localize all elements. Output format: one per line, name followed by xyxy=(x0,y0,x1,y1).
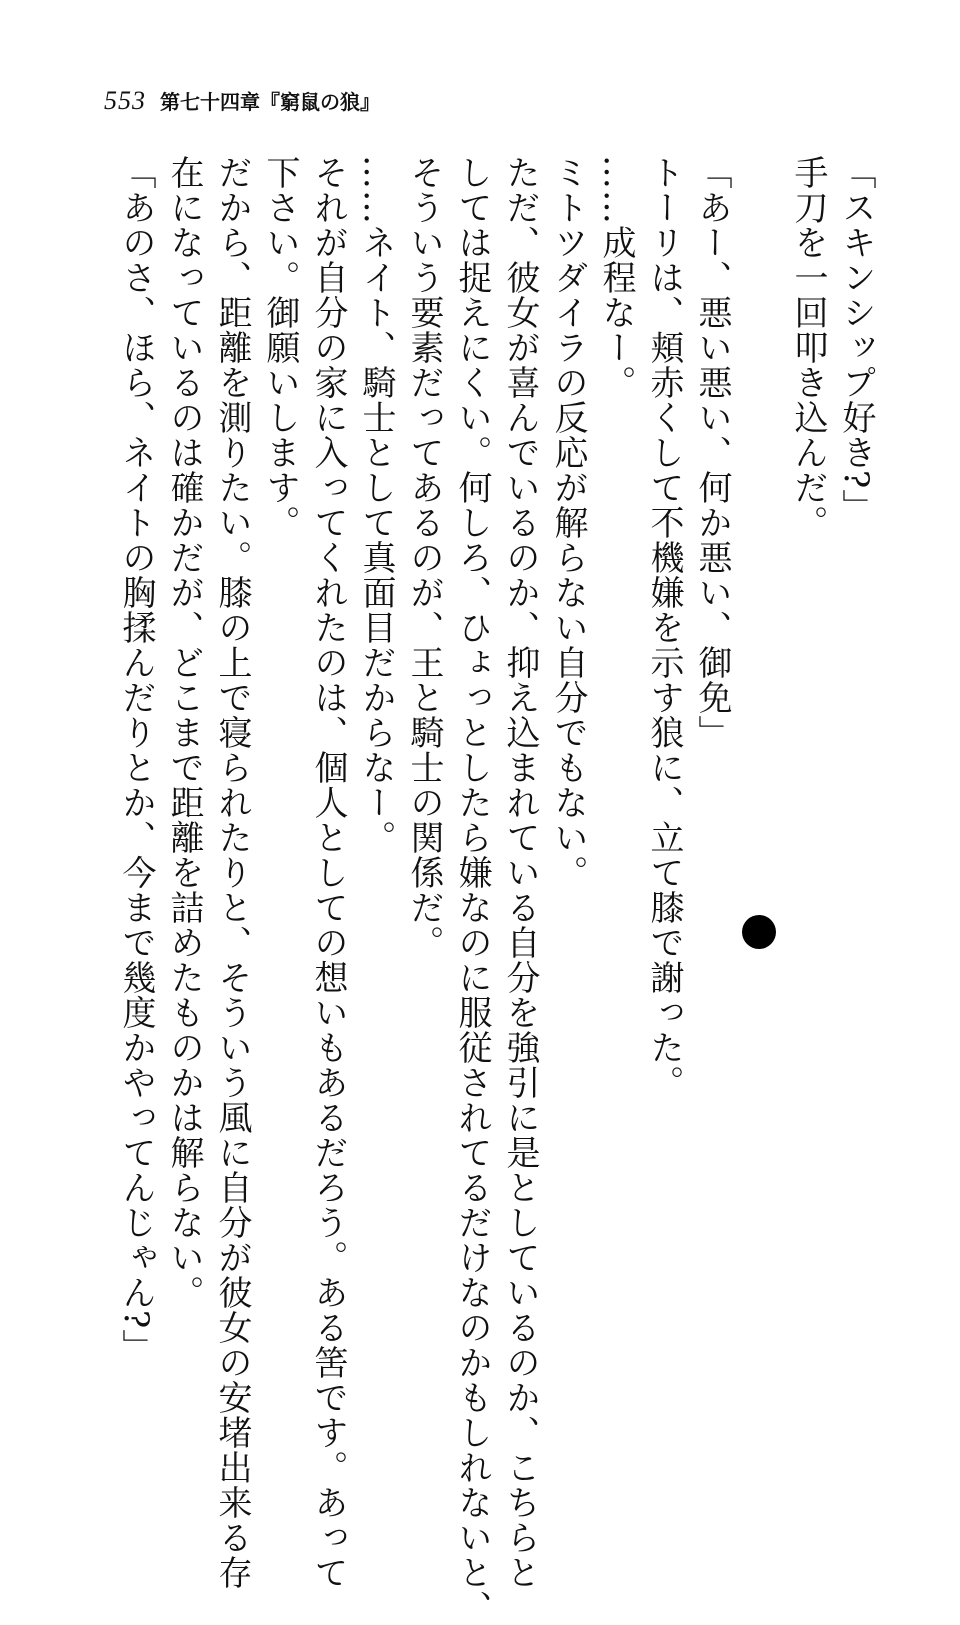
text-line: 「スキンシップ好き?」 xyxy=(836,155,876,525)
text-line: そういう要素だってあるのが、王と騎士の関係だ。 xyxy=(404,155,444,960)
chapter-title: 第七十四章『窮鼠の狼』 xyxy=(160,90,380,114)
text-line: トーリは、頬赤くして不機嫌を示す狼に、立て膝で謝った。 xyxy=(644,155,684,1100)
text-line: それが自分の家に入ってくれたのは、個人としての想いもあるだろう。ある筈です。あって xyxy=(308,155,348,1590)
text-line: ……ネイト、騎士として真面目だからなー。 xyxy=(356,155,396,855)
scene-break-marker xyxy=(736,155,784,203)
text-line: 手刀を一回叩き込んだ。 xyxy=(788,155,828,540)
text-line: 「あー、悪い悪い、何か悪い、御免」 xyxy=(692,155,732,750)
text-line: 下さい。御願いします。 xyxy=(260,155,300,540)
text-line: だから、距離を測りたい。膝の上で寝られたりと、そういう風に自分が彼女の安堵出来る存 xyxy=(212,155,252,1590)
text-line: ただ、彼女が喜んでいるのか、抑え込まれている自分を強引に是としているのか、こちらと xyxy=(500,155,540,1590)
bullet-icon xyxy=(742,915,776,949)
page-header xyxy=(104,86,380,120)
text-line: しては捉えにくい。何しろ、ひょっとしたら嫌なのに服従されてるだけなのかもしれないと、 xyxy=(452,155,492,1625)
text-line: ……成程なー。 xyxy=(596,155,636,400)
text-line: ミトツダイラの反応が解らない自分でもない。 xyxy=(548,155,588,890)
page-number: 553 xyxy=(104,86,146,115)
vertical-body-text xyxy=(112,155,880,1625)
text-line: 「あのさ、ほら、ネイトの胸揉んだりとか、今まで幾度かやってんじゃん?」 xyxy=(116,155,156,1365)
text-line: 在になっているのは確かだが、どこまで距離を詰めたものかは解らない。 xyxy=(164,155,204,1310)
